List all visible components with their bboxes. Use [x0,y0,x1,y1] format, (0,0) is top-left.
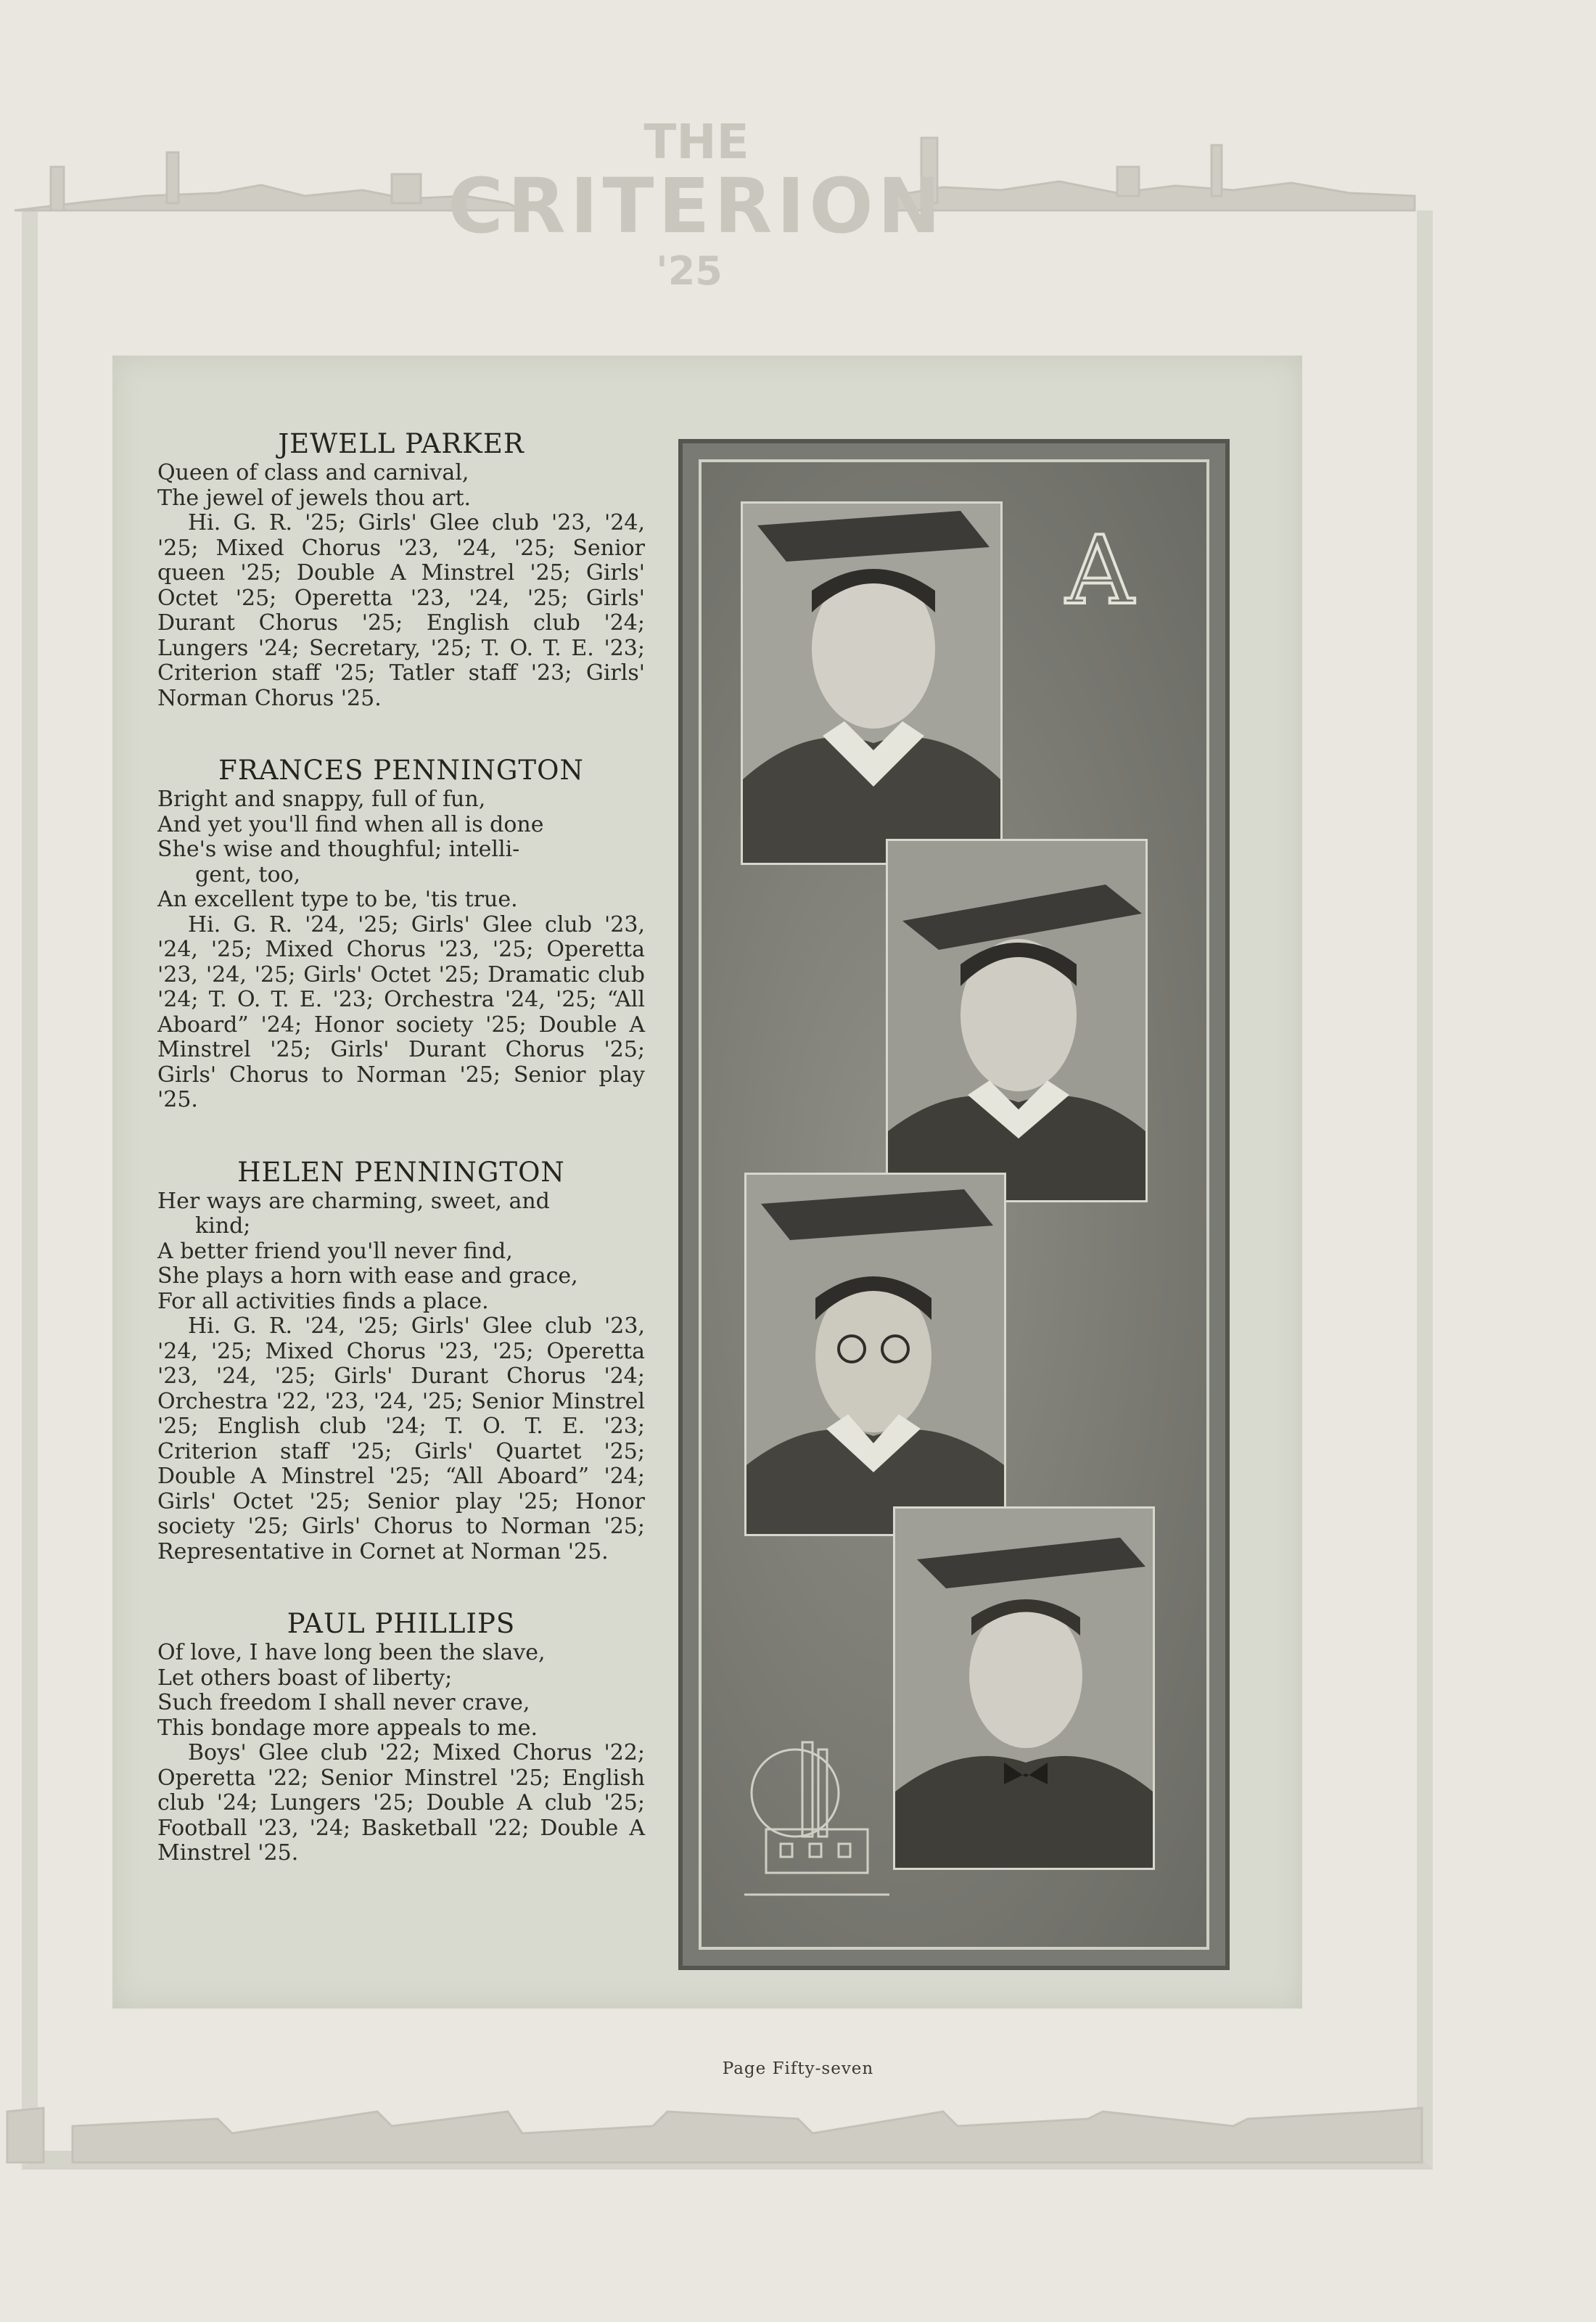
student-activities: Hi. G. R. '25; Girls' Glee club '23, '24, '25; Mixed Chorus '23, '24, '25; Senior queen '25; Double A Minstrel '25; Girls' Octet '25; Operetta '23, '24, '25; Girls' Durant Chorus '25; English club '24; Lungers '24; Secretary, '25; T. O. T. E. '23; Criterion staff '25; Tatler staff '23; Girls' Norman Chorus '25. [157,510,645,711]
school-monogram [1045,516,1154,625]
content-card [112,356,1302,2009]
verse-line: Bright and snappy, full of fun, [157,787,486,812]
student-name: FRANCES PENNINGTON [218,755,584,786]
student-name: PAUL PHILLIPS [287,1608,516,1639]
header-title-line1: THE [643,123,749,170]
student-activities: Boys' Glee club '22; Mixed Chorus '22; Operetta '22; Senior Minstrel '25; English club '24; Lungers '25; Double A club '25; Football '23, '24; Basketball '22; Double A Minstrel '25. [157,1740,645,1866]
portrait-panel [678,439,1230,1970]
verse-line: She's wise and thoughful; intelli- [157,837,520,862]
verse-line: A better friend you'll never find, [157,1238,513,1264]
student-activities: Hi. G. R. '24, '25; Girls' Glee club '23, '24, '25; Mixed Chorus '23, '25; Operetta '23, '24, '25; Girls' Durant Chorus '24; Orchestra '22, '23, '24, '25; Senior Minstrel '25; English club '24; T. O. T. E. '23; Criterion staff '25; Girls' Quartet '25; Double A Minstrel '25; “All Aboard” '24; Girls' Octet '25; Senior play '25; Honor society '25; Girls' Chorus to Norman '25; Representative in Cornet at Norman '25. [157,1313,645,1564]
student-verse [157,787,645,913]
verse-line: She plays a horn with ease and grace, [157,1263,578,1289]
student-name: JEWELL PARKER [278,428,525,459]
bios-column [157,428,645,1910]
portrait-photo-paul-phillips [893,1506,1155,1870]
verse-line: This bondage more appeals to me. [157,1715,538,1741]
header-title-line3: '25 [656,248,723,294]
verse-line: An excellent type to be, 'tis true. [157,887,518,912]
verse-line: Her ways are charming, sweet, and [157,1188,550,1214]
verse-line: Such freedom I shall never crave, [157,1690,530,1715]
header-title-line2: CRITERION [448,162,945,250]
footer-skyline-illustration [0,2068,1451,2170]
verse-line: Let others boast of liberty; [157,1665,453,1691]
student-bio [157,428,645,711]
page-number: Page Fifty-seven [722,2059,874,2078]
verse-line: Of love, I have long been the slave, [157,1640,546,1665]
verse-line: And yet you'll find when all is done [157,811,544,837]
portrait-photo-frances-pennington [886,839,1148,1202]
student-bio [157,1157,645,1565]
monogram-letter: A [1066,516,1134,625]
student-bio [157,755,645,1113]
factory-illustration [737,1728,897,1902]
student-verse [157,1189,645,1315]
portrait-photo-helen-pennington [744,1173,1006,1536]
student-verse [157,1641,645,1741]
header-skyline-illustration [0,123,1451,341]
student-verse [157,461,645,511]
student-activities: Hi. G. R. '24, '25; Girls' Glee club '23, '24, '25; Mixed Chorus '23, '25; Operetta '23, '24, '25; Girls' Octet '25; Dramatic club '24; T. O. T. E. '23; Orchestra '24, '25; “All Aboard” '24; Honor society '25; Double A Minstrel '25; Girls' Durant Chorus '25; Girls' Chorus to Norman '25; Senior play '25. [157,911,645,1112]
verse-line: For all activities finds a place. [157,1288,489,1314]
portrait-photo-jewell-parker [741,501,1003,865]
verse-line: The jewel of jewels thou art. [157,485,472,511]
student-name: HELEN PENNINGTON [237,1156,565,1188]
student-bio [157,1608,645,1866]
verse-line: kind; [195,1213,251,1239]
verse-line: Queen of class and carnival, [157,460,469,485]
verse-line: gent, too, [195,861,301,887]
